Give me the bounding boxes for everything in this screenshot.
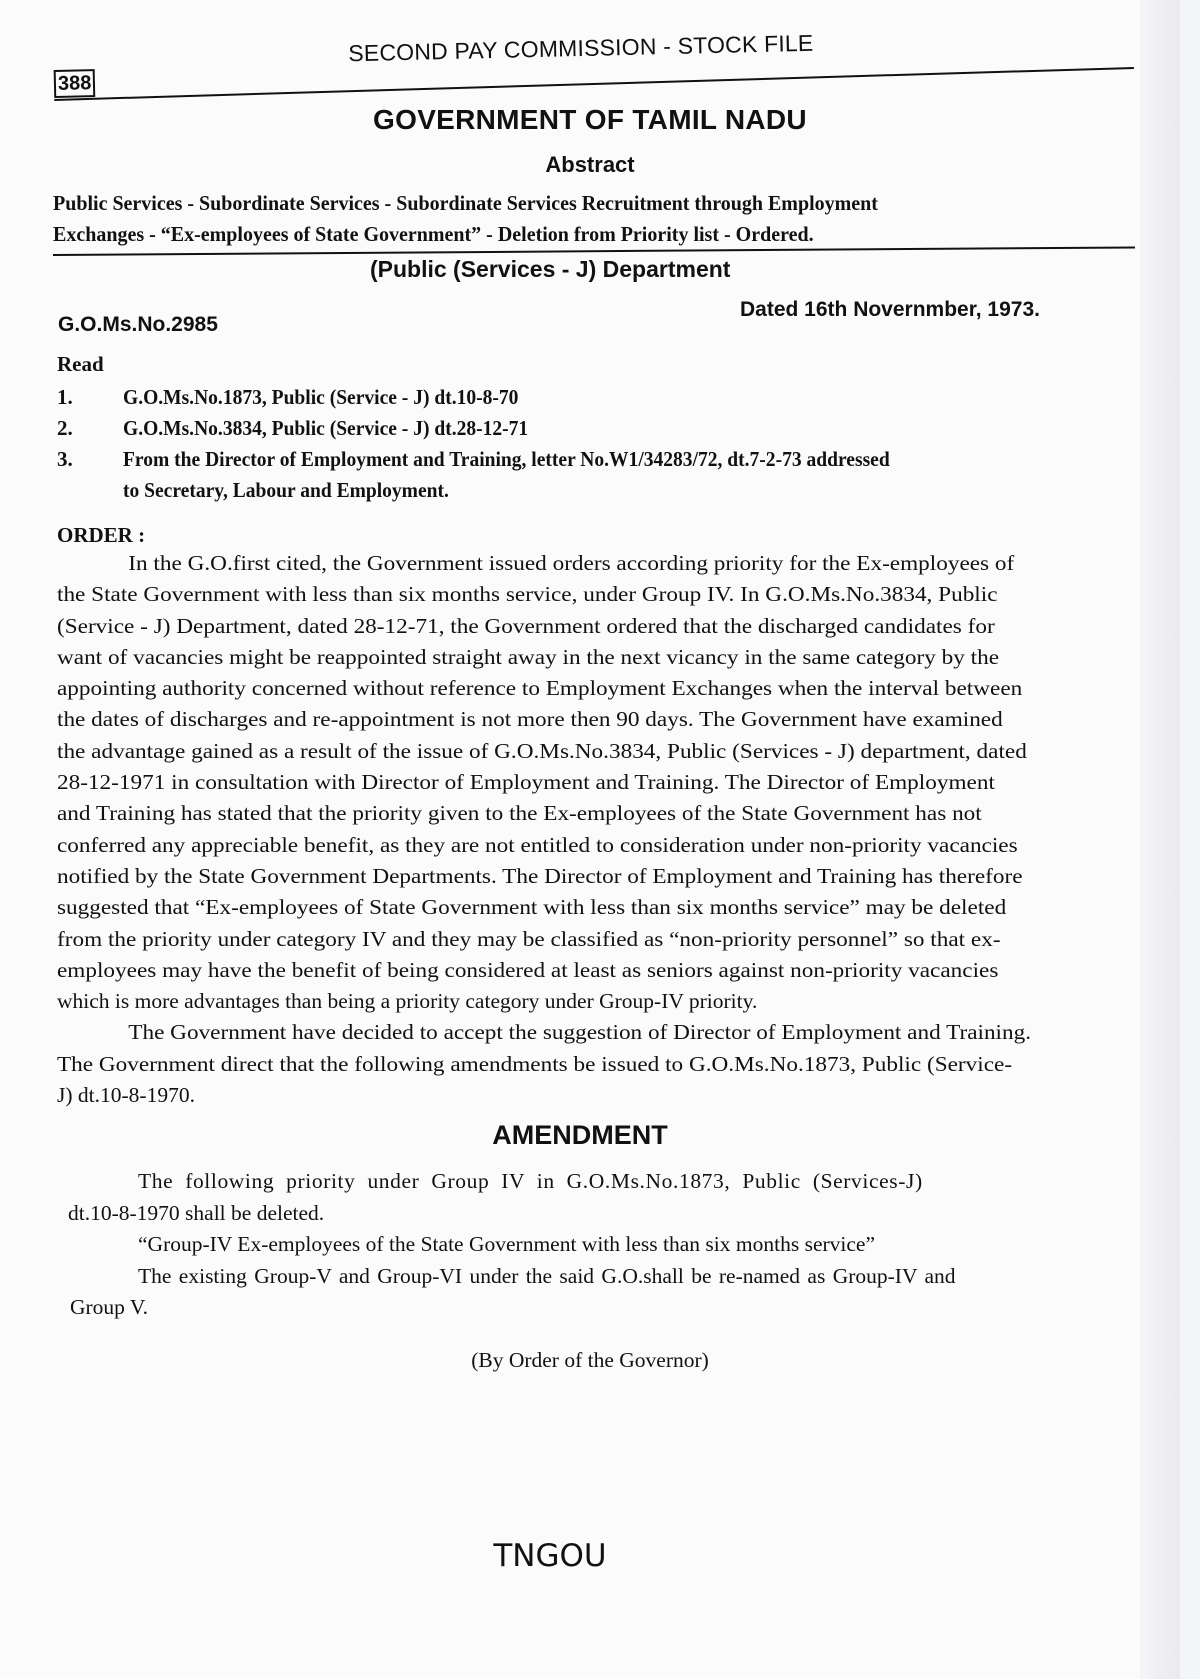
reference-number: 1. — [57, 385, 73, 409]
department: (Public (Services - J) Department — [370, 256, 731, 282]
go-number: G.O.Ms.No.2985 — [58, 313, 218, 336]
reference-item — [57, 382, 1137, 413]
running-title: SECOND PAY COMMISSION - STOCK FILE — [348, 29, 814, 67]
subject-line: Public Services - Subordinate Services - Subordinate Services Recruitment through Employment — [53, 191, 878, 215]
footer-watermark: TNGOU — [493, 1538, 607, 1574]
amendment-line: The following priority under Group IV in G.O.Ms.No.1873, Public (Services-J) — [138, 1169, 923, 1193]
order-body — [57, 548, 1147, 1111]
reference-text: G.O.Ms.No.3834, Public (Service - J) dt.28-12-71 — [123, 416, 529, 440]
read-label: Read — [57, 352, 104, 376]
dated: Dated 16th Novernmber, 1973. — [740, 298, 1040, 321]
amendment-quote: “Group-IV Ex-employees of the State Government with less than six months service” — [138, 1232, 875, 1256]
amendment-line: Group V. — [70, 1295, 149, 1319]
header-rule — [54, 67, 1134, 101]
reference-item — [57, 413, 1137, 444]
government-title: GOVERNMENT OF TAMIL NADU — [373, 104, 807, 135]
page-number: 388 — [54, 69, 96, 98]
reference-number: 2. — [57, 416, 73, 440]
reference-list — [57, 382, 1137, 506]
reference-number: 3. — [57, 447, 73, 471]
order-line: In the G.O.first cited, the Government issued orders according priority for the Ex-employees of — [128, 551, 1015, 575]
order-paragraph-1: In the G.O.first cited, the Government issued orders according priority for the Ex-employees of the State Government with less than six months service, under Group IV. In G.O.Ms.No.3834, Public (Service - J) Department, dated 28-12-71, the Government ordered that the discharged candidates for want of vacancies might be reappointed straight away in the next vicancy in the same category by the appointing authority concerned without reference to Employment Exchanges when the interval between the dates of discharges and re-appointment is not more then 90 days. The Government have examined the advantage gained as a result of the issue of G.O.Ms.No.3834, Public (Services - J) department, dated 28-12-1971 in consultation with Director of Employment and Training. The Director of Employment and Training has stated that the priority given to the Ex-employees of the State Government has not conferred any appreciable benefit, as they are not entitled to consideration under non-priority vacancies notified by the State Government Departments. The Director of Employment and Training has therefore suggested that “Ex-employees of State Government with less than six months service” may be deleted from the priority under category IV and they may be classified as “non-priority personnel” so that ex- employees may have the benefit of being considered at least as seniors against non-priority vacancies which is more advantages than being a priority category under Group-IV priority. — [57, 548, 1147, 1017]
amendment-body — [68, 1166, 1152, 1324]
by-order-of-governor: (By Order of the Governor) — [471, 1348, 709, 1372]
order-label: ORDER : — [57, 523, 146, 547]
order-paragraph-2: The Government have decided to accept the suggestion of Director of Employment and Training. The Government direct that the following amendments be issued to G.O.Ms.No.1873, Public (Service- J) dt.10-8-1970. — [57, 1017, 1147, 1111]
reference-text: From the Director of Employment and Training, letter No.W1/34283/72, dt.7-2-73 addressed — [123, 447, 890, 471]
reference-text: G.O.Ms.No.1873, Public (Service - J) dt.10-8-70 — [123, 385, 519, 409]
subject — [53, 188, 1057, 250]
reference-text-continued: to Secretary, Labour and Employment. — [123, 478, 449, 502]
amendment-line: dt.10-8-1970 shall be deleted. — [68, 1200, 325, 1225]
order-line: The Government have decided to accept the suggestion of Director of Employment and Training. — [128, 1020, 1032, 1045]
amendment-title: AMENDMENT — [492, 1120, 668, 1150]
abstract-label: Abstract — [545, 152, 635, 177]
page-header — [53, 17, 1133, 95]
amendment-line: The existing Group-V and Group-VI under the said G.O.shall be re-named as Group-IV and — [138, 1263, 956, 1288]
reference-item — [57, 444, 1137, 506]
subject-line: Exchanges - “Ex-employees of State Government” - Deletion from Priority list - Ordered. — [53, 222, 814, 246]
